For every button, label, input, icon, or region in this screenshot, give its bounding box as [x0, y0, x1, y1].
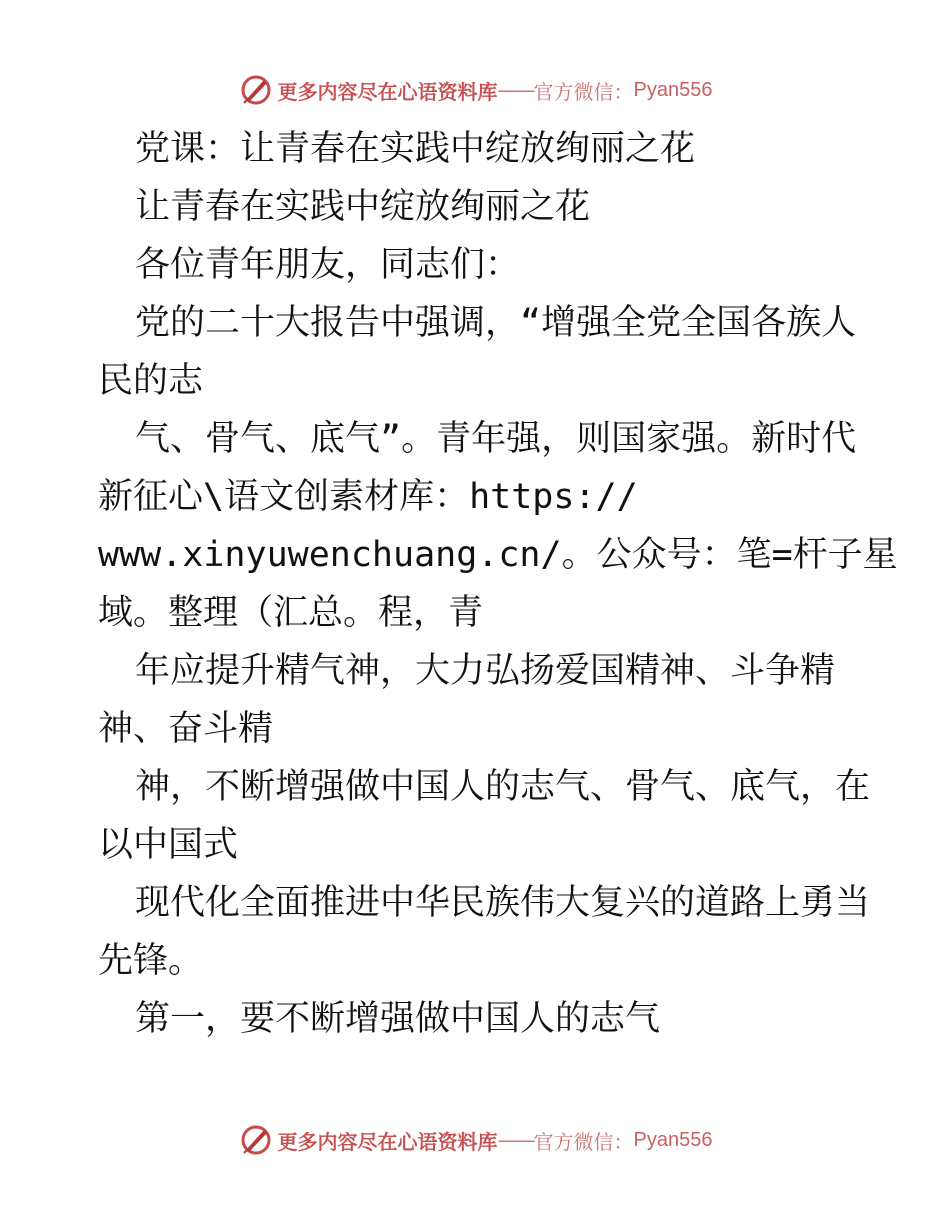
header-banner-text: 更多内容尽在心语资料库	[277, 79, 498, 104]
paragraph-line: 新征心\语文创素材库：https://	[98, 477, 638, 517]
header-wechat-id: Pyan556	[633, 78, 713, 101]
paragraph-line: 神、奋斗精	[98, 709, 274, 749]
header-banner-dash: ——	[497, 78, 534, 102]
paragraph-line: 域。整理（汇总。程，青	[98, 593, 484, 633]
salutation: 各位青年朋友，同志们：	[135, 245, 521, 285]
paragraph-line: 以中国式	[98, 825, 239, 865]
document-title: 党课：让青春在实践中绽放绚丽之花	[135, 129, 696, 169]
paragraph-line: www.xinyuwenchuang.cn/。公众号：笔=杆子星	[98, 535, 898, 575]
paragraph-line: 现代化全面推进中华民族伟大复兴的道路上勇当	[135, 883, 871, 923]
footer-banner-text: 更多内容尽在心语资料库	[277, 1129, 498, 1154]
footer-banner-dash: ——	[497, 1128, 534, 1152]
header-wechat-label: 官方微信：	[533, 79, 634, 104]
paragraph-line: 先锋。	[98, 941, 204, 981]
quill-logo-icon	[238, 72, 274, 108]
paragraph-line: 神，不断增强做中国人的志气、骨气、底气，在	[135, 767, 871, 807]
section-heading: 第一，要不断增强做中国人的志气	[135, 999, 661, 1039]
document-body	[98, 120, 898, 1048]
paragraph-line: 党的二十大报告中强调，“增强全党全国各族人	[135, 303, 857, 343]
paragraph-line: 民的志	[98, 361, 204, 401]
document-subtitle: 让青春在实践中绽放绚丽之花	[135, 187, 591, 227]
header-banner	[0, 70, 950, 110]
paragraph-line: 年应提升精气神，大力弘扬爱国精神、斗争精	[135, 651, 836, 691]
paragraph-line: 气、骨气、底气”。青年强，则国家强。新时代	[135, 419, 857, 459]
footer-banner	[0, 1120, 950, 1160]
footer-wechat-label: 官方微信：	[533, 1129, 634, 1154]
quill-logo-icon	[238, 1122, 274, 1158]
footer-wechat-id: Pyan556	[633, 1128, 713, 1151]
